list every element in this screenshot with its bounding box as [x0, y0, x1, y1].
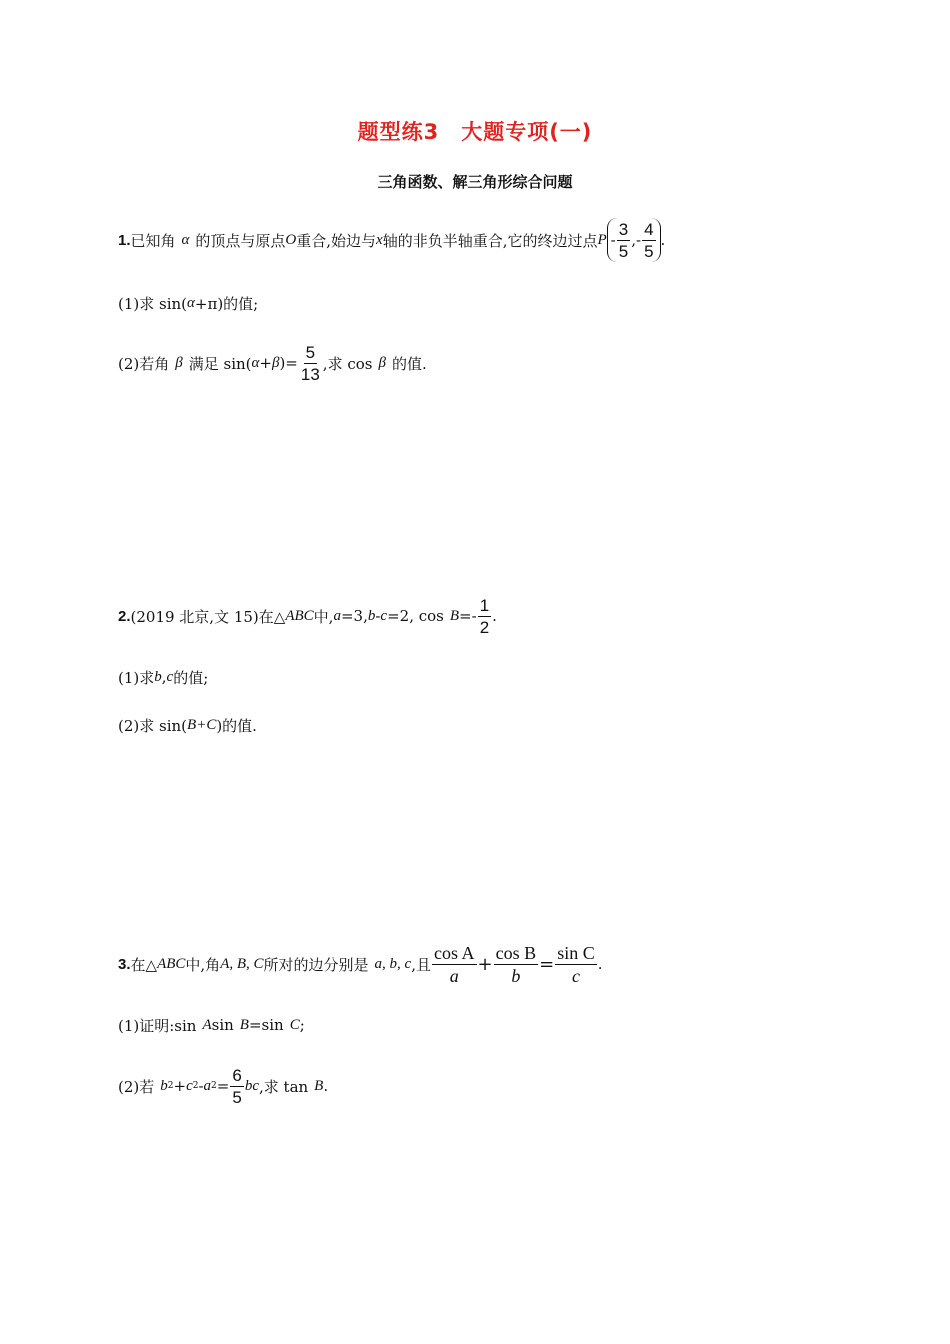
q1-fraction-1: [617, 221, 630, 260]
q3-part2-text: ,求 tan: [259, 1077, 309, 1096]
minus-sign: -: [375, 607, 381, 625]
equals-sign: =: [539, 953, 555, 975]
q1-fraction-3: [299, 344, 322, 383]
q1-part2: [118, 343, 427, 383]
q2-part1: [118, 657, 208, 697]
q2-var-c: c: [380, 607, 388, 624]
q2-number: 2.: [118, 607, 131, 625]
q3-var-b: b: [160, 1077, 168, 1094]
denominator: a: [449, 965, 459, 986]
q3-stem: [118, 944, 602, 984]
q1-part2-text: (2)若角: [118, 354, 170, 373]
plus-sign: +: [173, 1077, 187, 1095]
q2-text: (2019 北京,文 15)在△: [130, 607, 286, 626]
separator: ,-: [631, 231, 642, 249]
q1-text: 轴的非负半轴重合,它的终边过点: [382, 231, 598, 250]
minus-sign: -: [198, 1077, 204, 1095]
q3-part1-text: sin: [211, 1016, 234, 1034]
plus-sign: +: [477, 953, 493, 975]
denominator: 5: [644, 241, 654, 261]
q1-part2-text: ,求 cos: [322, 354, 373, 373]
q3-number: 3.: [118, 955, 131, 973]
q1-part2-text: 满足 sin(: [188, 354, 252, 373]
q3-part2: [118, 1066, 328, 1106]
q1-part1-text: +π)的值;: [194, 294, 259, 313]
q1-x: x: [376, 231, 383, 248]
q1-part2-text: 的值.: [391, 354, 427, 373]
q3-fraction-cosB: [494, 944, 539, 985]
exponent: 2: [211, 1081, 217, 1091]
equals-sign: )=: [279, 354, 298, 372]
q2-var-c: c: [166, 668, 174, 685]
q2-fraction: [478, 597, 491, 636]
denominator: c: [571, 965, 580, 986]
denominator: 13: [300, 364, 320, 384]
plus-sign: +: [259, 354, 272, 372]
numerator: cos B: [495, 942, 537, 963]
period: .: [492, 607, 497, 625]
q2-text: =3,: [340, 607, 368, 625]
q3-triangle: ABC: [157, 955, 186, 972]
numerator: 1: [479, 595, 490, 615]
numerator: 4: [644, 219, 654, 239]
q3-text: 在△: [130, 955, 158, 974]
q1-text: 重合,始边与: [296, 231, 377, 250]
q2-part2-text: (2)求 sin(: [118, 716, 188, 735]
q2-text: =2, cos: [387, 607, 444, 625]
q3-text: 中,角: [185, 955, 221, 974]
q3-var-c: c: [186, 1077, 193, 1094]
q1-number: 1.: [118, 231, 131, 249]
q1-alpha: α: [187, 294, 195, 311]
q1-beta: β: [271, 354, 280, 371]
numerator: 5: [305, 342, 316, 362]
q1-point: P: [597, 231, 607, 248]
q3-part1-text: (1)证明:sin: [118, 1016, 197, 1035]
q3-var-a: a: [203, 1077, 212, 1094]
q2-expr: B+C: [187, 716, 217, 733]
q3-var-B: B: [314, 1077, 324, 1094]
q2-stem: [118, 596, 497, 636]
q1-point-coords: [607, 218, 661, 262]
q3-var-A: A: [202, 1016, 212, 1033]
q3-text: ,且: [411, 955, 431, 974]
denominator: 5: [232, 1087, 242, 1107]
q1-fraction-2: [642, 221, 655, 260]
denominator: b: [511, 965, 521, 986]
q1-alpha: α: [181, 231, 190, 248]
q2-part2: [118, 705, 257, 745]
q2-part1-text: ,: [161, 668, 167, 686]
section-subtitle: 三角函数、解三角形综合问题: [377, 173, 573, 191]
q3-part2-text: (2)若: [118, 1077, 155, 1096]
q3-var-C: C: [289, 1016, 300, 1033]
exponent: 2: [192, 1081, 199, 1091]
q1-alpha: α: [251, 354, 260, 371]
q2-part1-text: (1)求: [118, 668, 155, 687]
equals-sign: =: [216, 1077, 230, 1095]
numerator: sin C: [557, 942, 595, 963]
q1-stem: [118, 220, 665, 260]
q3-expr-bc: bc: [244, 1077, 259, 1094]
q3-fraction-sinC: [555, 944, 597, 985]
q1-origin: O: [285, 231, 297, 248]
q3-var-B: B: [239, 1016, 249, 1033]
q1-text: 的顶点与原点: [195, 231, 286, 250]
q3-fraction: [230, 1067, 243, 1106]
q1-part1-text: (1)求 sin(: [118, 294, 188, 313]
q1-text: 已知角: [130, 231, 176, 250]
q3-fraction-cosA: [432, 944, 477, 985]
q3-part1-text: ;: [299, 1016, 305, 1034]
q1-part1: [118, 283, 258, 323]
q1-beta: β: [175, 354, 183, 371]
q2-part1-text: 的值;: [173, 668, 209, 687]
q3-part1: [118, 1005, 305, 1045]
q3-text: 所对的边分别是: [263, 955, 369, 974]
period: .: [660, 231, 666, 249]
minus-sign: -: [610, 231, 616, 249]
denominator: 5: [618, 241, 629, 261]
period: .: [323, 1077, 329, 1095]
q3-sides: a, b, c: [374, 955, 412, 972]
q2-var-B: B: [449, 607, 460, 624]
denominator: 2: [479, 617, 490, 637]
q2-var-b: b: [367, 607, 376, 624]
q2-text: =-: [459, 607, 477, 625]
numerator: 6: [232, 1065, 242, 1085]
exponent: 2: [167, 1081, 174, 1091]
numerator: cos A: [434, 942, 475, 963]
q2-var-b: b: [154, 668, 162, 685]
q3-part1-text: =sin: [248, 1016, 284, 1034]
page-title: 题型练3 大题专项(一): [357, 120, 593, 144]
q1-beta: β: [378, 354, 386, 371]
period: .: [597, 955, 603, 973]
q2-triangle: ABC: [285, 607, 314, 624]
q3-angles: A, B, C: [220, 955, 264, 972]
q2-var-a: a: [333, 607, 341, 624]
q2-text: 中,: [313, 607, 334, 626]
numerator: 3: [618, 219, 629, 239]
q2-part2-text: )的值.: [216, 716, 257, 735]
